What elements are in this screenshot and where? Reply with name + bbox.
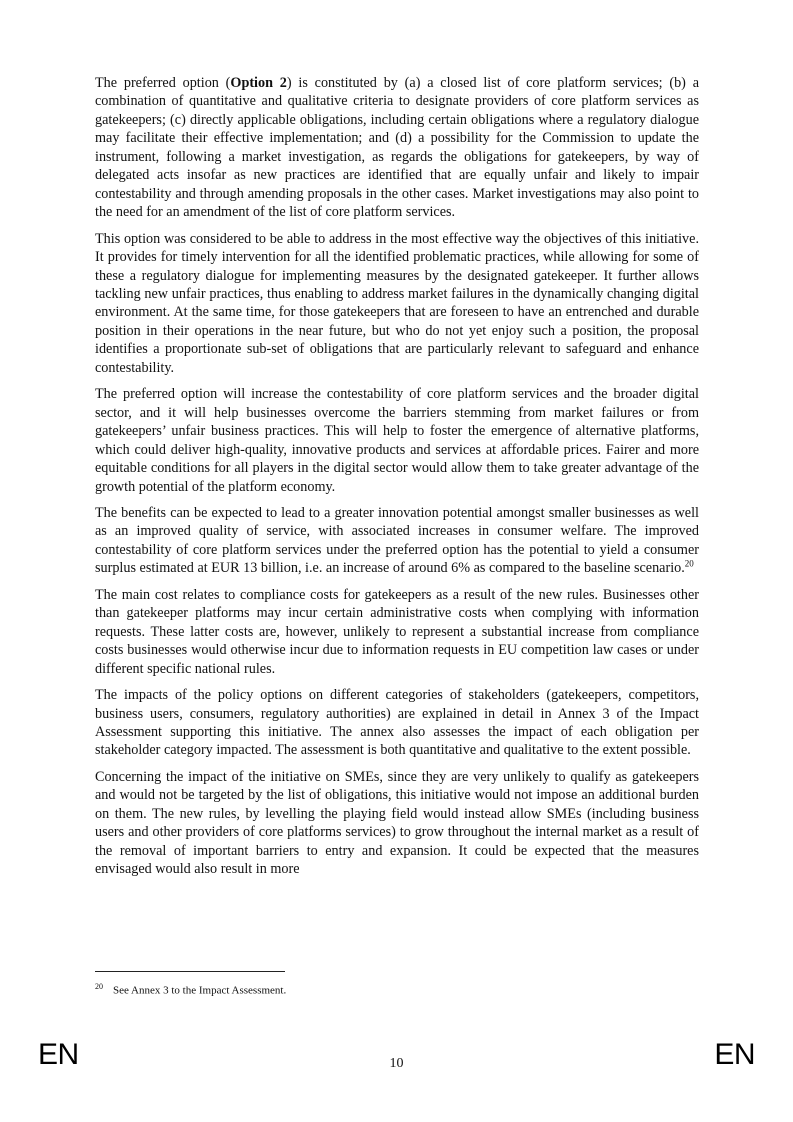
paragraph-sme-impact: Concerning the impact of the initiative on SMEs, since they are very unlikely to qualify as gatekeepers and would not be targeted by the list of obligations, this initiative would not impose an additional burden on them. The new rules, by levelling the playing field would instead allow SMEs (including business users and other providers of core platforms services) to grow throughout the internal market as a result of the removal of important barriers to entry and expansion. It could be expected that the measures envisaged would also result in more: [95, 768, 699, 878]
paragraph-costs: The main cost relates to compliance costs for gatekeepers as a result of the new rules. Businesses other than gatekeeper platforms may incur certain administrative costs when complying with information requests. These latter costs are, however, unlikely to represent a substantial increase from compliance costs businesses would otherwise incur due to information requests in EU competition law cases or under different specific national rules.: [95, 586, 699, 677]
paragraph-benefits: The benefits can be expected to lead to a greater innovation potential amongst smaller businesses as well as an improved quality of service, with associated increases in consumer welfare. The improved contestability of core platform services under the preferred option has the potential to yield a consumer surplus estimated at EUR 13 billion, i.e. an increase of around 6% as compared to the baseline scenario.$^{20}$: [95, 504, 699, 577]
paragraph-stakeholder-impacts: The impacts of the policy options on different categories of stakeholders (gatekeepers, competitors, business users, consumers, regulatory authorities) are explained in detail in Annex 3 of the Impact Assessment supporting this initiative. The annex also assesses the impact of each obligation per stakeholder category impacted. The assessment is both quantitative and qualitative to the extent possible.: [95, 687, 699, 759]
language-label-left: EN: [38, 1038, 79, 1071]
footnote-number: 20: [95, 982, 103, 991]
body-text: [95, 74, 699, 887]
page-number: 10: [389, 1056, 404, 1071]
footnote-reference[interactable]: 20: [684, 558, 694, 569]
option-2-emphasis: Option 2: [230, 75, 287, 91]
paragraph-contestability: The preferred option will increase the contestability of core platform services and the broader digital sector, and it will help businesses overcome the barriers stemming from market failures or from gatekeepers’ unfair business practices. This will help to foster the emergence of alternative platforms, which could deliver high-quality, innovative products and services at affordable prices. Fairer and more equitable conditions for all players in the digital sector would allow them to take greater advantage of the growth potential of the platform economy.: [95, 386, 699, 495]
footnote-text: See Annex 3 to the Impact Assessment.: [113, 984, 287, 997]
language-label-right: EN: [714, 1038, 755, 1071]
paragraph-objectives: This option was considered to be able to address in the most effective way the objectives of this initiative. It provides for timely intervention for all the identified problematic practices, while allowing for some of these a regulatory dialogue for implementing measures by the designated gatekeeper. It further allows tackling new unfair practices, thus enabling to address market failures in the dynamically changing digital environment. At the same time, for those gatekeepers that are foreseen to have an entrenched and durable position in their operations in the near future, but who do not yet enjoy such a position, the proposal identifies a proportionate sub-set of obligations that are particularly relevant to safeguard and enhance contestability.: [95, 230, 699, 376]
footnote-divider: [95, 971, 285, 972]
footnote: [95, 982, 699, 997]
paragraph-preferred-option: The preferred option (Option 2) is constituted by (a) a closed list of core platform services; (b) a combination of quantitative and qualitative criteria to designate providers of core platform services as gatekeepers; (c) directly applicable obligations, including certain obligations where a regulatory dialogue may facilitate their effective implementation; and (d) a possibility for the Commission to update the instrument, following a market investigation, as regards the obligations for gatekeepers, by way of delegated acts insofar as new practices are identified that are equally unfair and likely to impair contestability and through amending proposals in the other cases. Market investigations may also point to the need for an amendment of the list of core platform services.: [95, 75, 700, 221]
